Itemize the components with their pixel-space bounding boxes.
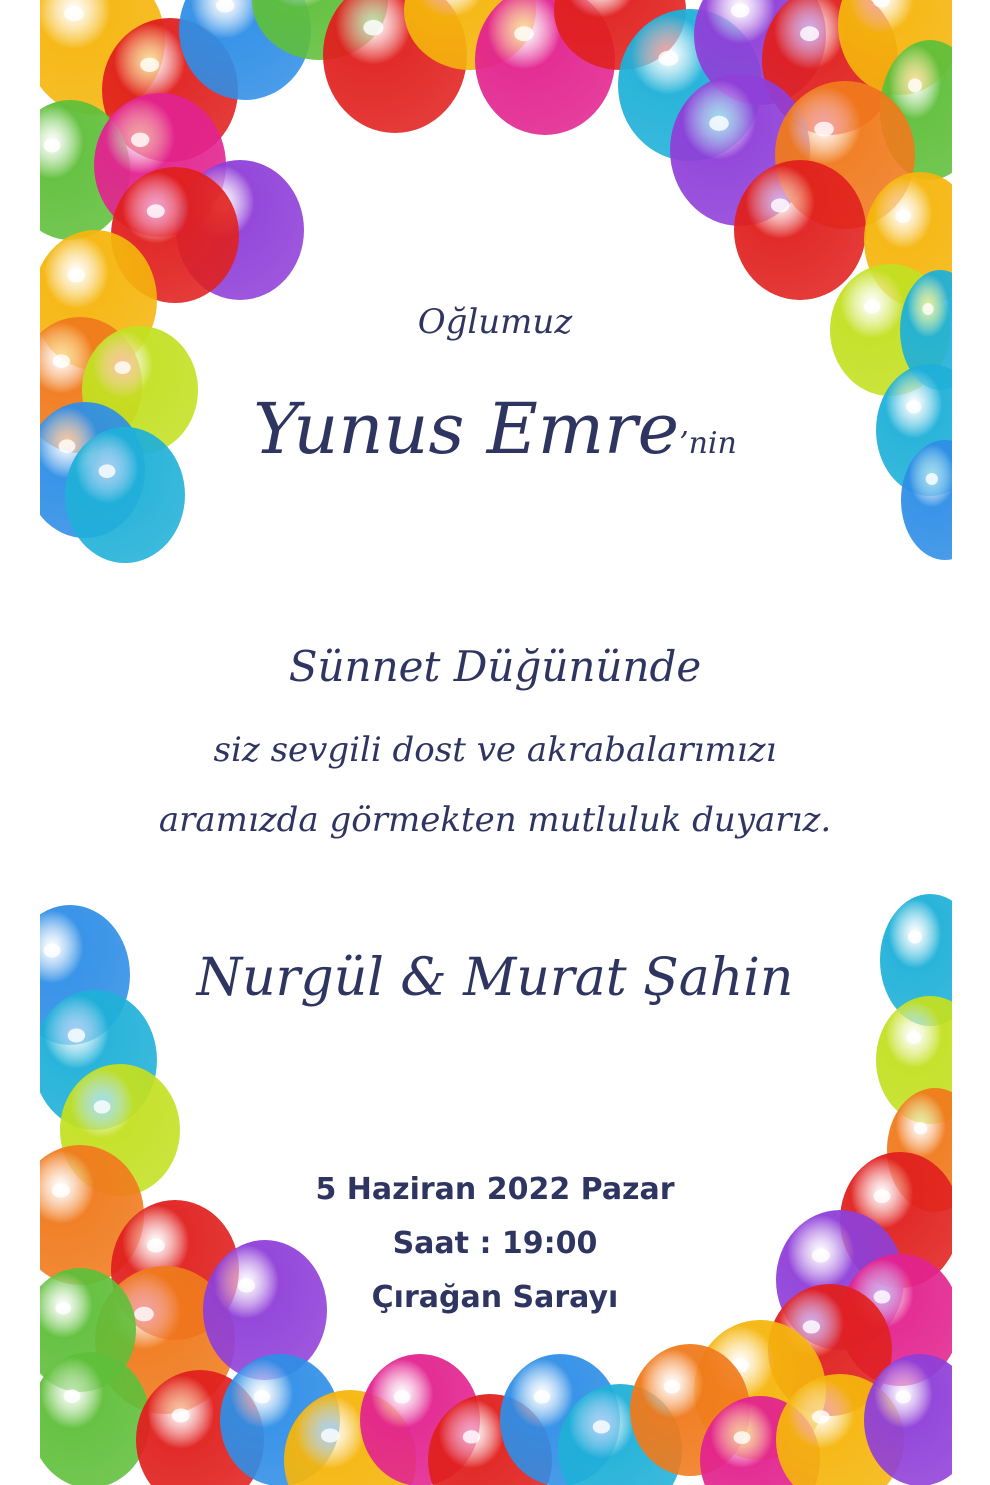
child-name: Yunus Emre <box>253 388 680 470</box>
message-line-2: aramızda görmekten mutluluk duyarız. <box>158 800 832 840</box>
child-name-line <box>0 388 990 470</box>
balloon-highlight <box>534 1390 551 1403</box>
balloon-highlight <box>895 209 911 223</box>
balloon-highlight <box>53 354 70 368</box>
balloon-highlight <box>172 1409 190 1423</box>
balloon-highlight <box>812 1410 830 1423</box>
event-date: 5 Haziran 2022 Pazar <box>315 1172 675 1207</box>
balloon-highlight <box>394 1390 411 1403</box>
balloon-highlight <box>908 930 922 943</box>
intro-text: Oğlumuz <box>417 302 573 342</box>
balloon-highlight <box>64 6 84 21</box>
balloon-highlight <box>895 1390 911 1403</box>
balloon-highlight <box>44 139 61 153</box>
balloon-highlight <box>64 1389 81 1403</box>
balloon-highlight <box>800 26 819 41</box>
balloon-highlight <box>131 133 149 147</box>
balloon-highlight <box>140 58 159 72</box>
event-title: Sünnet Düğününde <box>288 642 702 691</box>
balloon-highlight <box>664 1380 681 1393</box>
balloon-highlight <box>463 1430 480 1443</box>
balloon-highlight <box>68 269 85 283</box>
balloon-highlight <box>363 20 383 36</box>
event-venue: Çırağan Sarayı <box>371 1280 619 1315</box>
balloon-highlight <box>771 199 789 213</box>
balloon-highlight <box>321 1429 339 1443</box>
balloon-highlight <box>731 4 749 18</box>
balloon-highlight <box>814 122 834 137</box>
balloon-highlight <box>803 1320 820 1333</box>
balloon-highlight <box>114 361 130 374</box>
balloon-highlight <box>514 26 534 41</box>
balloon-highlight <box>254 1390 271 1403</box>
message-line-1: siz sevgili dost ve akrabalarımızı <box>213 730 777 770</box>
balloon-highlight <box>908 79 922 93</box>
balloon-highlight <box>914 1122 927 1134</box>
balloon-highlight <box>94 1100 111 1113</box>
balloon-highlight <box>906 1031 921 1044</box>
balloon <box>30 1352 150 1485</box>
balloon <box>734 160 866 300</box>
balloon-highlight <box>658 51 678 66</box>
balloon-highlight <box>734 1431 751 1444</box>
event-time: Saat : 19:00 <box>392 1226 598 1261</box>
balloon-highlight <box>926 473 938 485</box>
host-names: Nurgül & Murat Şahin <box>196 948 794 1008</box>
balloon-highlight <box>593 1420 610 1433</box>
balloon-highlight <box>709 116 729 131</box>
balloon-highlight <box>68 1029 85 1043</box>
child-name-suffix: ’nin <box>679 426 737 461</box>
balloon-highlight <box>147 204 165 218</box>
